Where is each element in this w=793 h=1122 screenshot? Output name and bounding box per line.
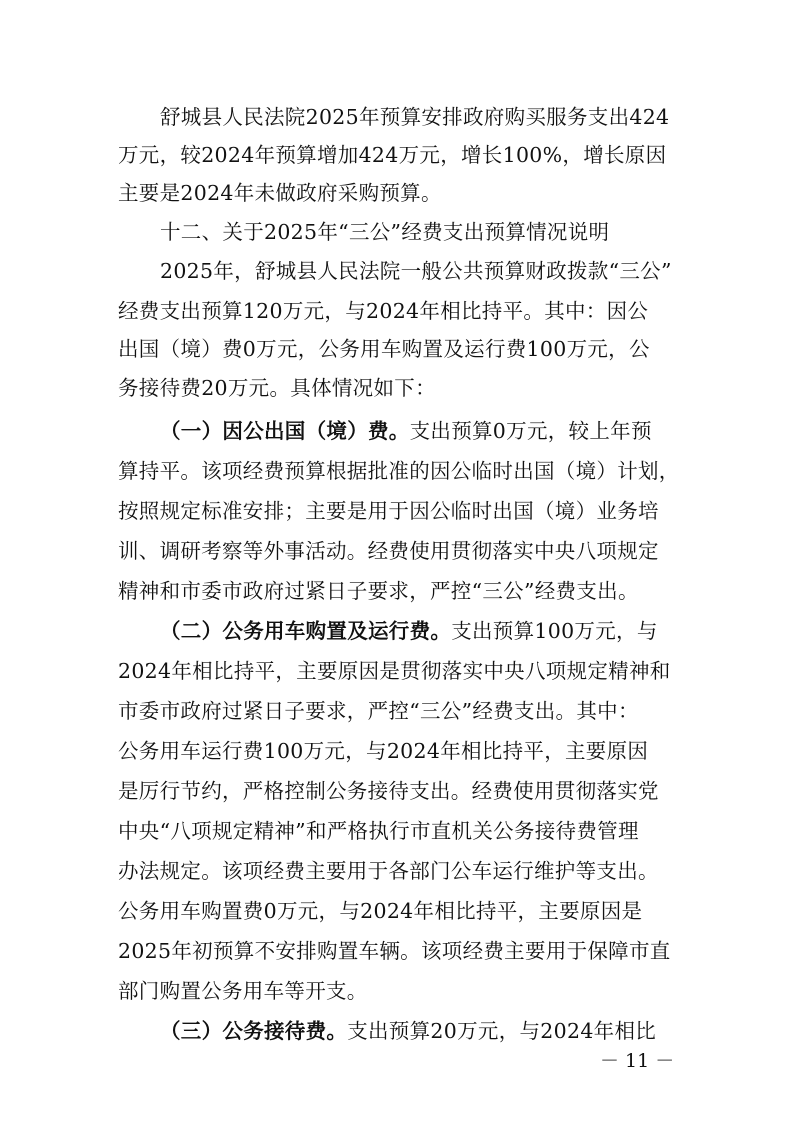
item-2-line-4: 公务用车运行费100万元，与2024年相比持平，主要原因 bbox=[118, 739, 649, 763]
item-2-line-1-text: 支出预算100万元，与 bbox=[451, 619, 658, 643]
paragraph-2-line-3: 出国（境）费0万元，公务用车购置及运行费100万元，公 bbox=[118, 337, 650, 361]
item-1-line-1-text: 支出预算0万元，较上年预 bbox=[409, 419, 652, 443]
item-1-line-3: 按照规定标准安排；主要是用于因公临时出国（境）业务培 bbox=[118, 499, 659, 523]
paragraph-2-line-2: 经费支出预算120万元，与2024年相比持平。其中：因公 bbox=[118, 299, 649, 323]
item-2-line-10: 部门购置公务用车等开支。 bbox=[118, 979, 368, 1003]
item-3-heading: （三）公务接待费。 bbox=[160, 1019, 348, 1043]
item-2-line-6: 中央“八项规定精神”和严格执行市直机关公务接待费管理 bbox=[118, 819, 639, 843]
item-2-line-7: 办法规定。该项经费主要用于各部门公车运行维护等支出。 bbox=[118, 859, 659, 883]
item-1-line-1 bbox=[160, 412, 680, 450]
item-2-line-1 bbox=[160, 612, 680, 650]
item-1-line-2: 算持平。该项经费预算根据批准的因公临时出国（境）计划， bbox=[118, 459, 680, 483]
item-2-line-9: 2025年初预算不安排购置车辆。该项经费主要用于保障市直 bbox=[118, 939, 671, 963]
paragraph-1-line-3: 主要是2024年未做政府采购预算。 bbox=[118, 181, 442, 205]
item-1-line-4: 训、调研考察等外事活动。经费使用贯彻落实中央八项规定 bbox=[118, 539, 659, 563]
item-1-heading: （一）因公出国（境）费。 bbox=[160, 419, 410, 443]
page-number: － 11 － bbox=[600, 1050, 675, 1072]
paragraph-1-line-1: 舒城县人民法院2025年预算安排政府购买服务支出424 bbox=[160, 105, 670, 129]
section-heading: 十二、关于2025年“三公”经费支出预算情况说明 bbox=[160, 220, 610, 244]
item-3-line-1 bbox=[160, 1012, 680, 1050]
item-2-line-8: 公务用车购置费0万元，与2024年相比持平，主要原因是 bbox=[118, 899, 643, 923]
item-2-line-3: 市委市政府过紧日子要求，严控“三公”经费支出。其中： bbox=[118, 699, 639, 723]
item-2-line-2: 2024年相比持平，主要原因是贯彻落实中央八项规定精神和 bbox=[118, 659, 671, 683]
paragraph-2-line-1: 2025年，舒城县人民法院一般公共预算财政拨款“三公” bbox=[160, 259, 672, 283]
item-1-line-5: 精神和市委市政府过紧日子要求，严控“三公”经费支出。 bbox=[118, 579, 639, 603]
paragraph-2-line-4: 务接待费20万元。具体情况如下： bbox=[118, 376, 436, 400]
item-3-line-1-text: 支出预算20万元，与2024年相比 bbox=[347, 1019, 657, 1043]
paragraph-1-line-2: 万元，较2024年预算增加424万元，增长100%，增长原因 bbox=[118, 143, 667, 167]
item-2-line-5: 是厉行节约，严格控制公务接待支出。经费使用贯彻落实党 bbox=[118, 779, 659, 803]
item-2-heading: （二）公务用车购置及运行费。 bbox=[160, 619, 452, 643]
